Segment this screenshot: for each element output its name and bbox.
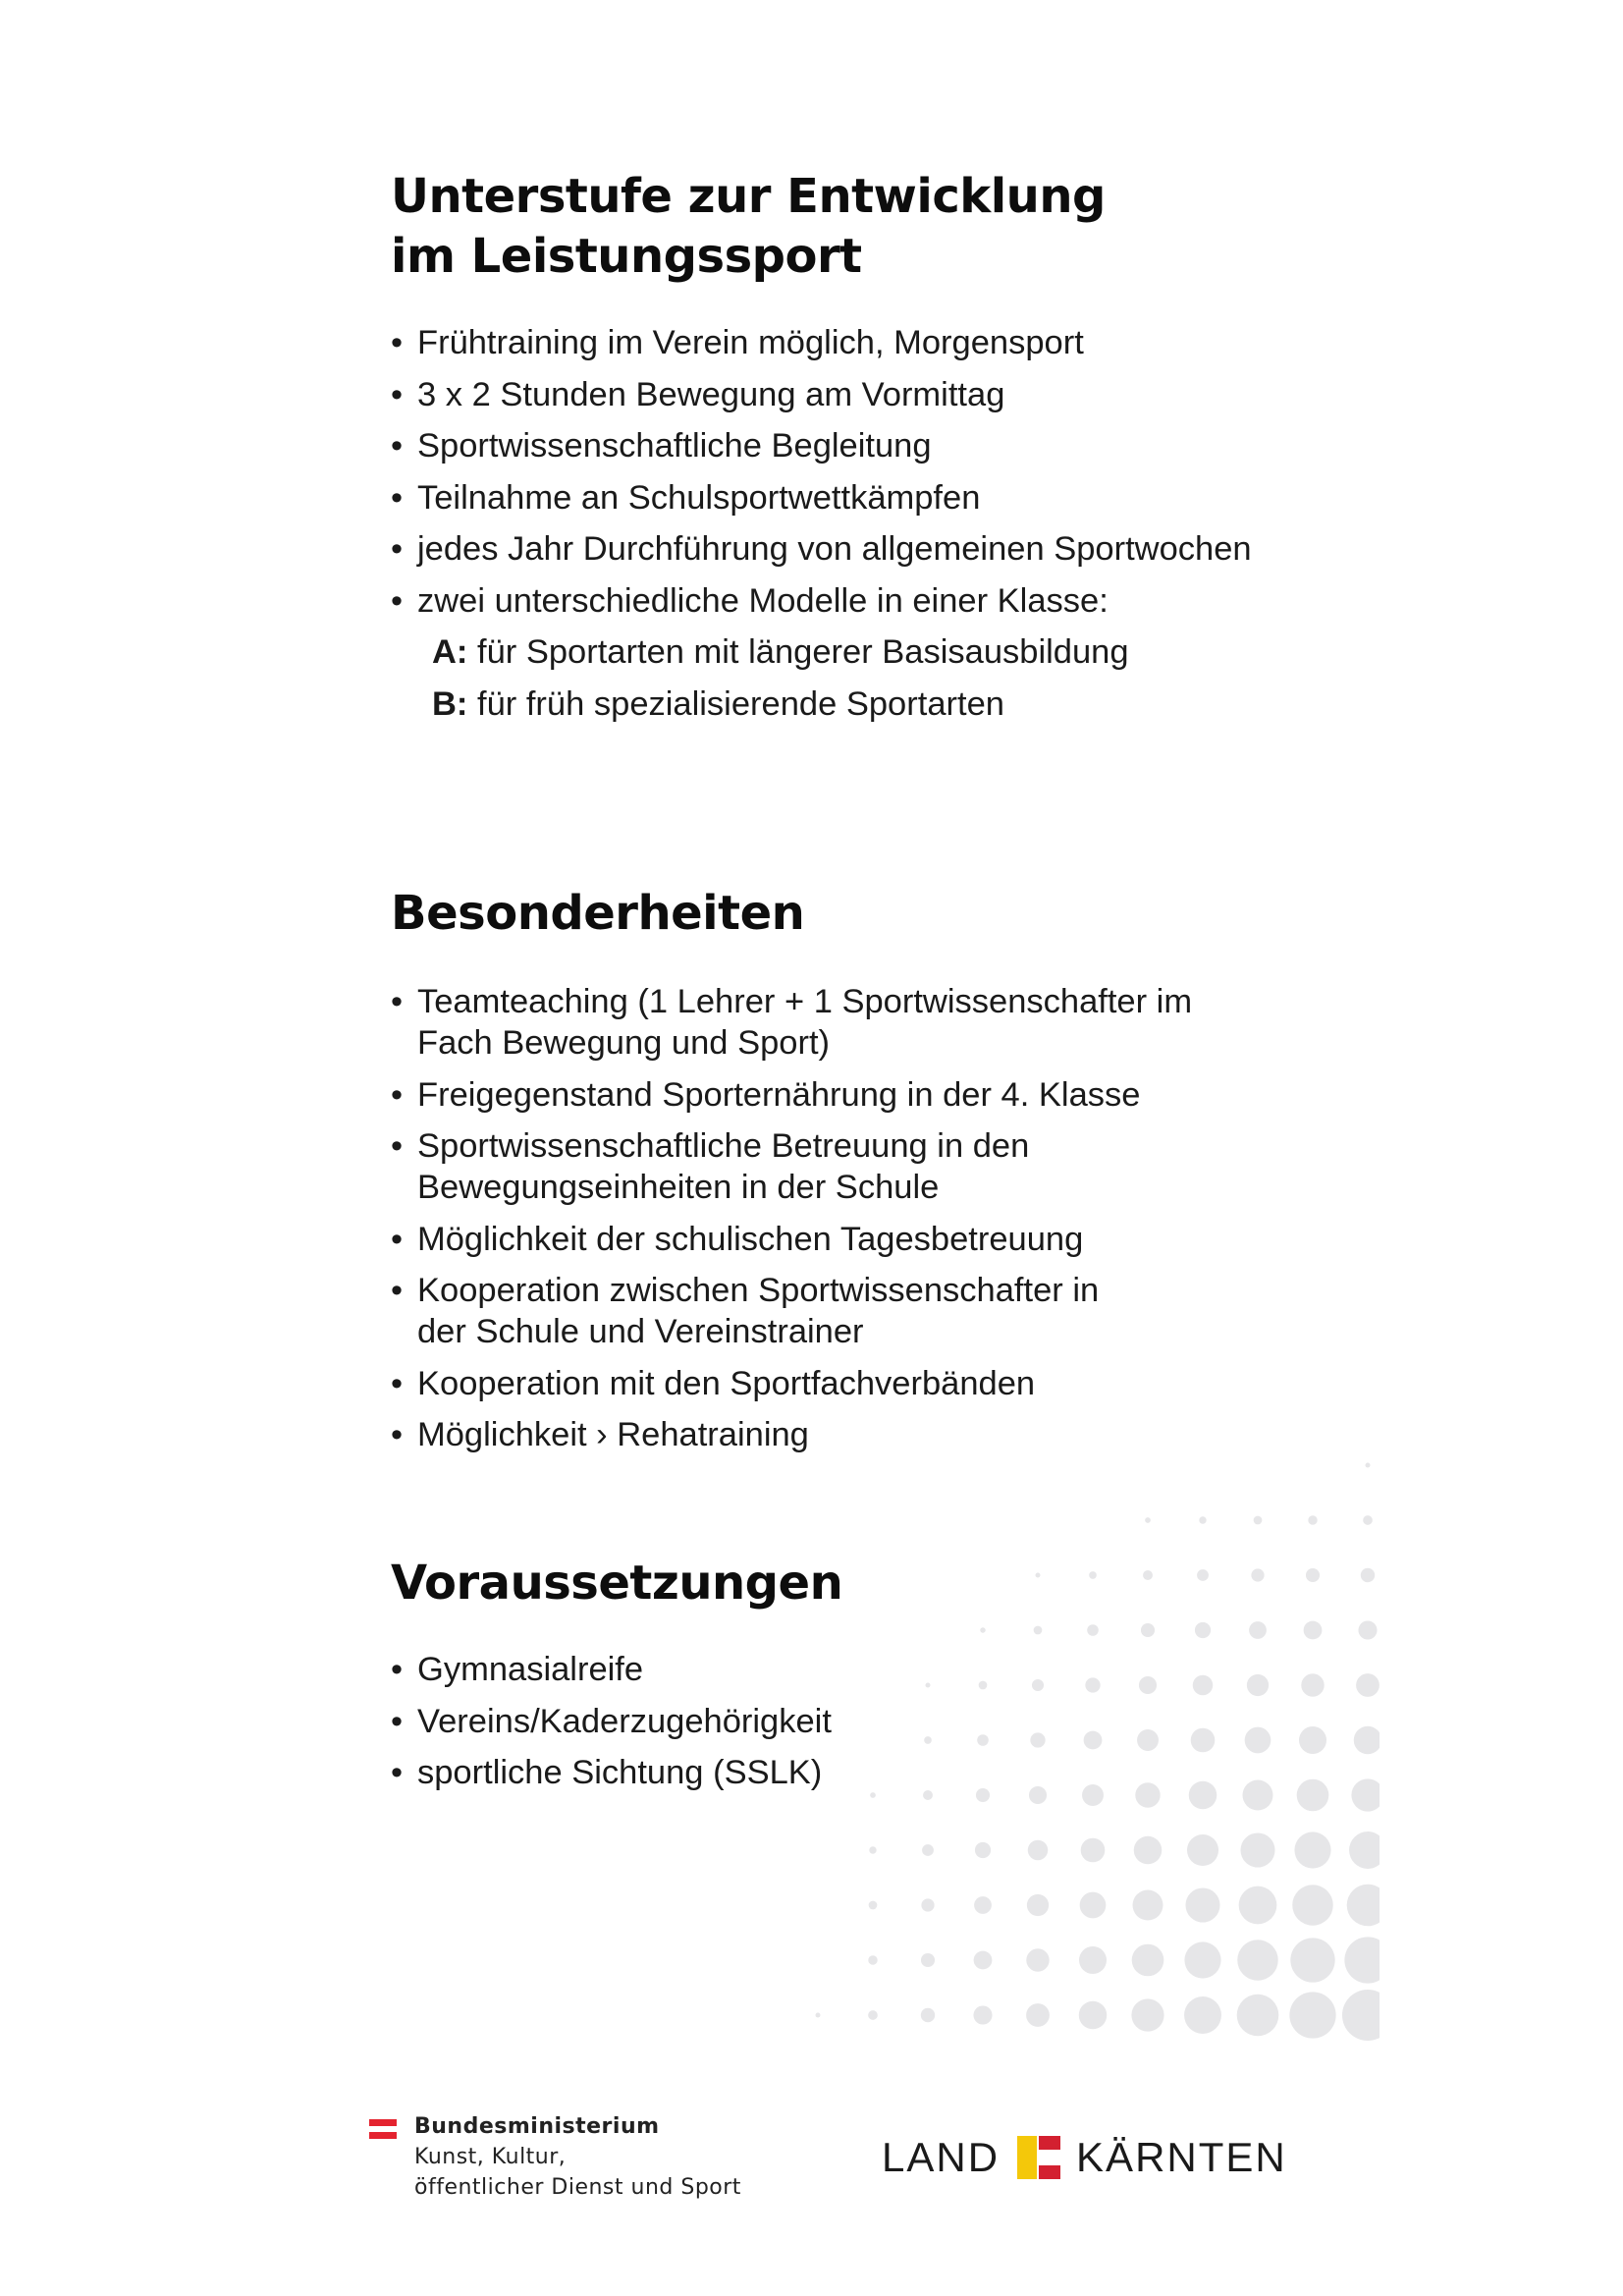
pattern-dot (1027, 1894, 1049, 1916)
pattern-dot (1240, 1832, 1274, 1867)
item-line: Sportwissenschaftliche Betreuung in den (417, 1127, 1030, 1165)
list-item: • Frühtraining im Verein möglich, Morgensport (391, 322, 1333, 363)
pattern-dot (1342, 1990, 1393, 2041)
model-key: A: (432, 633, 468, 671)
austria-flag-icon (369, 2119, 397, 2139)
list-item (391, 1219, 1333, 1260)
carinthia-emblem-icon (1017, 2136, 1060, 2179)
list-item (391, 1363, 1333, 1404)
pattern-dot (1358, 1620, 1377, 1639)
section-voraussetzungen (391, 1554, 1333, 1804)
pattern-dot (921, 1898, 934, 1911)
item-line: Möglichkeit › Rehatraining (417, 1416, 809, 1453)
pattern-dot (1349, 1831, 1386, 1869)
land-kaernten-logo (882, 2133, 1287, 2182)
pattern-dot (1184, 1941, 1220, 1978)
pattern-dot (921, 2008, 935, 2022)
ministry-name (414, 2111, 741, 2203)
item-line: Kooperation mit den Sportfachverbänden (417, 1364, 1036, 1402)
list-item: • Teilnahme an Schulsportwettkämpfen (391, 477, 1333, 519)
pattern-dot (1079, 1946, 1107, 1974)
pattern-dot (1237, 1995, 1279, 2037)
pattern-dot (1080, 1892, 1107, 1919)
list-item: • zwei unterschiedliche Modelle in einer Klasse: (391, 580, 1333, 622)
pattern-dot (1028, 1840, 1048, 1860)
pattern-dot (1361, 1568, 1375, 1582)
section-besonderheiten (391, 884, 1333, 1466)
pattern-dot (1081, 1838, 1106, 1863)
pattern-dot (1026, 1948, 1049, 1971)
pattern-dot (1294, 1831, 1330, 1868)
pattern-dot (1187, 1834, 1218, 1866)
ministry-title: Bundesministerium (414, 2114, 660, 2139)
list-item (391, 1125, 1333, 1208)
pattern-dot (1289, 1992, 1335, 2038)
list-item (391, 1270, 1333, 1352)
kaernten-word: KÄRNTEN (1076, 2134, 1287, 2180)
item-line: Bewegungseinheiten in der Schule (417, 1169, 940, 1206)
pattern-dot (1199, 1516, 1206, 1523)
list-item: • jedes Jahr Durchführung von allgemeinen Sportwochen (391, 528, 1333, 570)
pattern-dot (975, 1842, 991, 1858)
list-item: • 3 x 2 Stunden Bewegung am Vormittag (391, 374, 1333, 415)
section-title-unterstufe (391, 167, 1333, 287)
pattern-dot (1308, 1515, 1317, 1524)
item-line: Möglichkeit der schulischen Tagesbetreuung (417, 1220, 1084, 1258)
pattern-dot (973, 2005, 992, 2024)
section-title-besonderheiten (391, 884, 1333, 944)
pattern-dot (1363, 1515, 1373, 1525)
pattern-dot (1132, 1944, 1164, 1977)
pattern-dot (921, 1953, 935, 1967)
section-unterstufe (391, 167, 1333, 725)
title-line: Unterstufe zur Entwicklung (391, 169, 1106, 224)
list-item (391, 1414, 1333, 1455)
title-line: im Leistungssport (391, 229, 862, 284)
pattern-dot (1237, 1940, 1277, 1980)
pattern-dot (1133, 1890, 1163, 1921)
item-line: Freigegenstand Sporternährung in der 4. Klasse (417, 1075, 1141, 1114)
model-option-a (391, 631, 1333, 673)
pattern-dot (869, 1901, 878, 1910)
pattern-dot (868, 2010, 878, 2020)
title-line: Voraussetzungen (391, 1556, 843, 1611)
pattern-dot (1185, 1887, 1219, 1922)
bullet-list-unterstufe (391, 322, 1333, 622)
pattern-dot (1292, 1885, 1332, 1925)
pattern-dot (1134, 1836, 1163, 1865)
pattern-dot (816, 2013, 821, 2018)
pattern-dot (1145, 1517, 1151, 1523)
pattern-dot (1254, 1516, 1263, 1525)
item-line: Fach Bewegung und Sport) (417, 1024, 831, 1062)
item-line: Teamteaching (1 Lehrer + 1 Sportwissenschafter im (417, 983, 1193, 1020)
list-item: • Gymnasialreife (391, 1649, 1333, 1690)
pattern-dot (922, 1844, 934, 1856)
title-line: Besonderheiten (391, 886, 805, 941)
ministry-subtitle: Kunst, Kultur, (414, 2145, 567, 2169)
list-item: • Vereins/Kaderzugehörigkeit (391, 1701, 1333, 1742)
pattern-dot (1131, 1998, 1163, 2031)
pattern-dot (974, 1896, 992, 1914)
bullet-list-voraussetzungen (391, 1649, 1333, 1793)
pattern-dot (1239, 1886, 1277, 1925)
item-line: der Schule und Vereinstrainer (417, 1313, 864, 1350)
pattern-dot (1344, 1937, 1390, 1983)
item-line: Kooperation zwischen Sportwissenschafter in (417, 1272, 1100, 1309)
list-item: • Sportwissenschaftliche Begleitung (391, 425, 1333, 466)
model-option-b (391, 683, 1333, 725)
pattern-dot (1351, 1778, 1383, 1811)
land-word: LAND (882, 2134, 1001, 2180)
section-title-voraussetzungen (391, 1554, 1333, 1613)
list-item: • sportliche Sichtung (SSLK) (391, 1752, 1333, 1793)
pattern-dot (1347, 1885, 1389, 1927)
model-text: für Sportarten mit längerer Basisausbildung (477, 633, 1129, 671)
pattern-dot (869, 1846, 876, 1853)
list-item (391, 1074, 1333, 1116)
model-key: B: (432, 684, 468, 723)
pattern-dot (1366, 1463, 1371, 1468)
pattern-dot (974, 1951, 993, 1970)
pattern-dot (1079, 2001, 1108, 2030)
list-item (391, 981, 1333, 1064)
model-text: für früh spezialisierende Sportarten (477, 684, 1004, 723)
pattern-dot (1356, 1673, 1380, 1697)
pattern-dot (868, 1955, 877, 1964)
ministry-subtitle: öffentlicher Dienst und Sport (414, 2175, 741, 2200)
pattern-dot (1290, 1938, 1334, 1982)
main-content (391, 167, 1333, 1791)
pattern-dot (1184, 1996, 1221, 2034)
bullet-list-besonderheiten (391, 981, 1333, 1455)
pattern-dot (1354, 1726, 1382, 1755)
pattern-dot (1026, 2003, 1050, 2027)
